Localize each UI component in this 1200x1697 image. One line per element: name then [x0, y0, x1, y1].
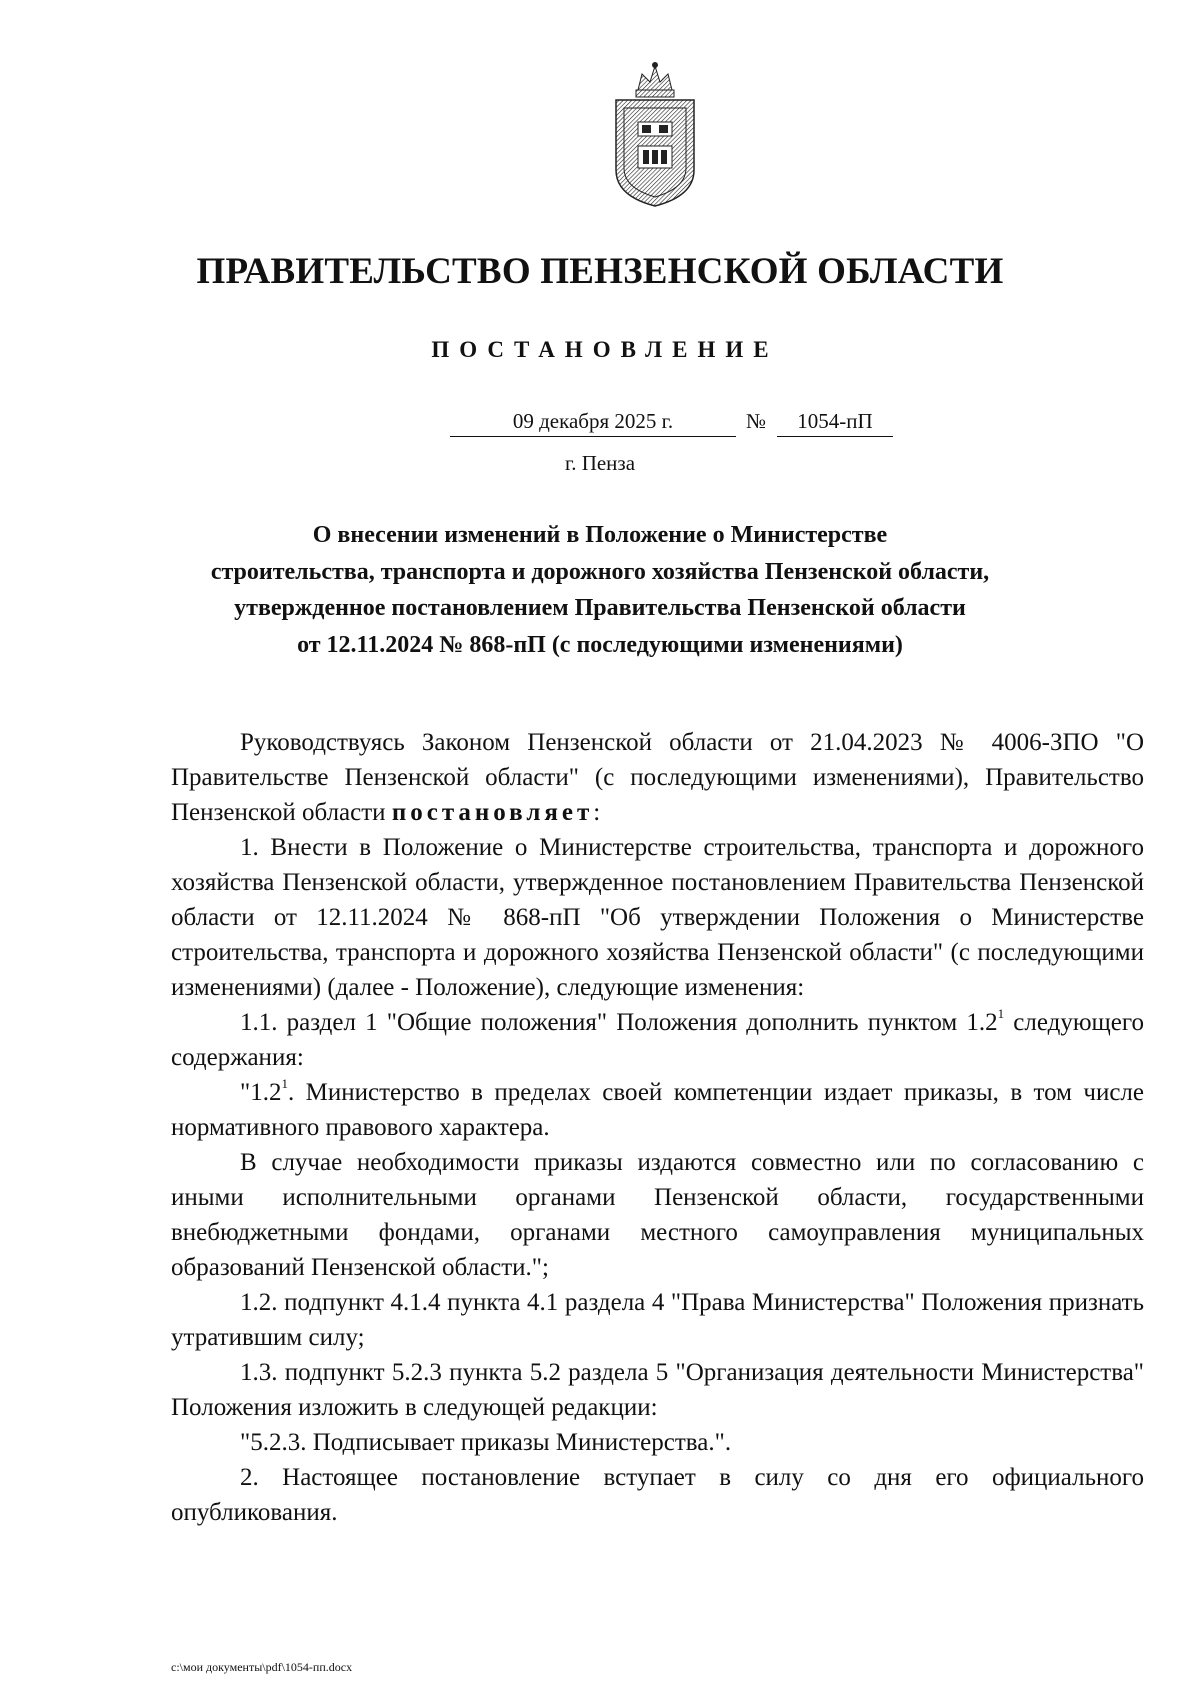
paragraph-item-2: 2. Настоящее постановление вступает в силу со дня его официального опубликования.: [171, 1464, 1144, 1526]
heading-line: О внесении изменений в Положение о Министерстве: [312, 522, 888, 548]
coat-of-arms-emblem: [608, 60, 702, 212]
heading-line: утвержденное постановлением Правительства Пензенской области: [234, 595, 966, 621]
superscript: 1: [997, 1006, 1005, 1021]
paragraph-quote-continued: В случае необходимости приказы издаются совместно или по согласованию с иными исполнительными органами Пензенской области, государственными внебюджетными фондами, органами местного самоуправления муниципальных образований Пензенской области.";: [171, 1149, 1144, 1281]
paragraph-item-1-2: 1.2. подпункт 4.1.4 пункта 4.1 раздела 4 "Права Министерства" Положения признать утратившим силу;: [171, 1289, 1144, 1351]
preamble-text: Руководствуясь Законом Пензенской области от 21.04.2023 № 4006-ЗПО "О Правительстве Пензенской области" (с последующими изменениями), Правительство Пензенской области: [171, 729, 1144, 826]
document-type: ПОСТАНОВЛЕНИЕ: [431, 337, 779, 362]
paragraph-preamble: [171, 725, 1144, 830]
preamble-colon: :: [593, 799, 601, 826]
document-body: [171, 725, 1144, 1530]
document-date: 09 декабря 2025 г.: [450, 409, 736, 437]
item-1-1-text-end: следующего содержания:: [171, 1009, 1144, 1071]
paragraph-quote-1-2-1: [171, 1075, 1144, 1145]
org-title: ПРАВИТЕЛЬСТВО ПЕНЗЕНСКОЙ ОБЛАСТИ: [196, 251, 1004, 292]
paragraph-item-1-1: [171, 1005, 1144, 1075]
paragraph-quote-5-2-3: "5.2.3. Подписывает приказы Министерства.".: [240, 1429, 732, 1456]
quote-text: . Министерство в пределах своей компетенции издает приказы, в том числе нормативного правового характера.: [171, 1079, 1144, 1141]
file-path-footer: c:\мои документы\pdf\1054-пп.docx: [171, 1660, 353, 1674]
paragraph-item-1-3: 1.3. подпункт 5.2.3 пункта 5.2 раздела 5 "Организация деятельности Министерства" Положения изложить в следующей редакции:: [171, 1359, 1144, 1421]
number-sign: №: [746, 409, 767, 433]
quote-start: "1.2: [240, 1079, 282, 1106]
city: г. Пенза: [564, 451, 636, 475]
paragraph-item-1: 1. Внести в Положение о Министерстве строительства, транспорта и дорожного хозяйства Пензенской области, утвержденное постановлением Правительства Пензенской области от 12.11.2024 № 868-пП "Об утверждении Положения о Министерстве строительства, транспорта и дорожного хозяйства Пензенской области" (с последующими изменениями) (далее - Положение), следующие изменения:: [171, 834, 1144, 1001]
heading-line: строительства, транспорта и дорожного хозяйства Пензенской области,: [210, 558, 990, 585]
item-1-1-text: 1.1. раздел 1 "Общие положения" Положения дополнить пунктом 1.2: [240, 1009, 998, 1036]
superscript: 1: [281, 1076, 288, 1091]
resolves-word: постановляет: [391, 799, 594, 826]
document-number: 1054-пП: [777, 409, 893, 437]
heading-line: от 12.11.2024 № 868-пП (с последующими изменениями): [297, 631, 903, 658]
document-heading: [0, 517, 1200, 663]
